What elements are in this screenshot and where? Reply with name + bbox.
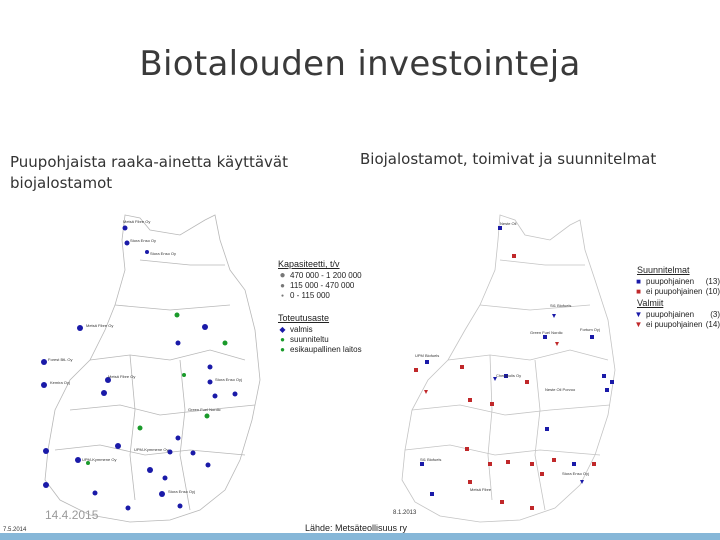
left-map [30, 210, 280, 528]
slide-title: Biotalouden investointeja [139, 44, 581, 84]
plant-marker [465, 447, 469, 451]
map-label: Stora Enso Oyj [215, 377, 242, 382]
plant-marker [233, 392, 238, 397]
map-label: Stora Enso Oy [130, 238, 157, 243]
capacity-row: ● 115 000 - 470 000 [278, 281, 388, 291]
plant-marker [468, 480, 472, 484]
map-label: UPM-Kymmene Oy [134, 447, 169, 452]
plant-marker [208, 380, 213, 385]
capacity-row: ● 0 - 115 000 [278, 291, 388, 301]
status-title: Toteutusaste [278, 313, 330, 323]
plant-marker [41, 359, 47, 365]
plant-marker [530, 506, 534, 510]
plant-marker [572, 462, 576, 466]
plant-marker [41, 382, 47, 388]
left-map-markers [30, 210, 280, 528]
plant-marker [75, 457, 81, 463]
plant-marker [420, 462, 424, 466]
plant-marker [123, 226, 128, 231]
map-label: Stora Enso Oy [150, 251, 177, 256]
map-date: 8.1.2013 [393, 510, 417, 516]
plant-marker [206, 463, 211, 468]
status-row: ● suunniteltu [278, 335, 388, 345]
status-row: ◆ valmis [279, 325, 313, 334]
plant-marker [605, 388, 609, 392]
plant-marker [43, 482, 49, 488]
square-icon: ■ [636, 287, 641, 296]
plant-marker [545, 427, 549, 431]
plant-marker [552, 458, 556, 462]
plant-marker [500, 500, 504, 504]
plant-marker [159, 491, 165, 497]
plant-marker [176, 436, 181, 441]
plant-marker [543, 335, 547, 339]
plant-marker [498, 226, 502, 230]
plant-marker [213, 394, 218, 399]
small-dot-icon: ● [280, 293, 285, 299]
plant-marker [77, 325, 83, 331]
plant-marker [205, 414, 210, 419]
plant-marker [460, 365, 464, 369]
plans-title: Suunnitelmat [637, 265, 690, 275]
capacity-row: ● 470 000 - 1 200 000 [279, 270, 362, 281]
right-heading: Biojalostamot, toimivat ja suunnitelmat [360, 150, 657, 168]
plant-marker [101, 390, 107, 396]
status-row: ● esikaupallinen laitos [278, 345, 388, 355]
triangle-icon: ▼ [634, 310, 643, 319]
precommercial-icon: ● [280, 345, 285, 354]
map-label: St1 Biofuels [550, 303, 572, 308]
source-note: Lähde: Metsäteollisuus ry [305, 523, 408, 533]
square-icon: ■ [636, 277, 641, 286]
bottom-accent-bar [0, 533, 720, 540]
plant-marker [175, 313, 180, 318]
map-label: Metsä Fibre Oy [108, 374, 136, 379]
plant-marker [610, 380, 614, 384]
plant-marker [424, 390, 428, 394]
map-label: Metsä Fibre [470, 487, 492, 492]
plant-marker [138, 426, 143, 431]
map-label: Kemira Oyj [50, 380, 70, 385]
map-label: UPM-Kymmene Oy [82, 457, 117, 462]
plant-marker [540, 472, 544, 476]
plant-marker [126, 506, 131, 511]
plant-marker [414, 368, 418, 372]
plant-marker [176, 341, 181, 346]
plant-marker [530, 462, 534, 466]
map-label: Green Fuel Nordic [530, 330, 563, 335]
right-legend [634, 263, 720, 330]
plant-marker [512, 254, 516, 258]
legend-row: ▼ puupohjainen (3) [634, 310, 720, 319]
map-label: UPM Biofuels [415, 353, 440, 358]
plant-marker [125, 241, 130, 246]
map-label: Metsä Fibre Oy [86, 323, 114, 328]
map-label: Stora Enso Oyj [168, 489, 195, 494]
plant-marker [202, 324, 208, 330]
plant-marker [43, 448, 49, 454]
plant-marker [145, 250, 149, 254]
plant-marker [147, 467, 153, 473]
map-label: Fortum Oyj [580, 327, 600, 332]
triangle-icon: ▼ [634, 320, 643, 329]
plant-marker [590, 335, 594, 339]
ready-title: Valmiit [637, 298, 664, 308]
map-label: Chempolis Oy [496, 373, 522, 378]
map-label: Neste Oil Porvoo [545, 387, 576, 392]
medium-dot-icon: ● [280, 281, 285, 290]
right-map [380, 210, 630, 528]
map-label: Green Fuel Nordic [188, 407, 221, 412]
plant-marker [178, 504, 183, 509]
plant-marker [191, 451, 196, 456]
map-label: Metsä Fibre Oy [123, 219, 151, 224]
plant-marker [592, 462, 596, 466]
plant-marker [93, 491, 98, 496]
plant-marker [490, 402, 494, 406]
plant-marker [163, 476, 168, 481]
legend-row: ■ ei puupohjainen (10) [634, 287, 720, 297]
capacity-title: Kapasiteetti, t/v [278, 259, 340, 269]
plant-marker [525, 380, 529, 384]
ready-icon: ◆ [279, 325, 286, 334]
map-label: Neste Oil [500, 221, 517, 226]
left-legend [278, 259, 388, 355]
map-label: Forest BtL Oy [48, 357, 73, 362]
right-map-markers [380, 210, 630, 528]
plant-marker [468, 398, 472, 402]
small-date: 7.5.2014 [3, 527, 27, 533]
plant-marker [425, 360, 429, 364]
plant-marker [506, 460, 510, 464]
plant-marker [555, 342, 559, 346]
plant-marker [580, 480, 584, 484]
left-heading: Puupohjaista raaka-ainetta käyttävät biojalostamot [10, 153, 288, 192]
map-label: St1 Biofuels [420, 457, 442, 462]
plant-marker [430, 492, 434, 496]
large-dot-icon: ● [279, 270, 286, 281]
plant-marker [182, 373, 186, 377]
planned-icon: ● [280, 335, 285, 344]
map-label: Stora Enso Oyj [562, 471, 589, 476]
plant-marker [115, 443, 121, 449]
legend-row: ■ puupohjainen (13) [634, 277, 720, 287]
legend-row: ▼ ei puupohjainen (14) [634, 320, 720, 329]
plant-marker [602, 374, 606, 378]
slide-date: 14.4.2015 [45, 508, 99, 522]
plant-marker [208, 365, 213, 370]
plant-marker [223, 341, 228, 346]
plant-marker [488, 462, 492, 466]
plant-marker [552, 314, 556, 318]
